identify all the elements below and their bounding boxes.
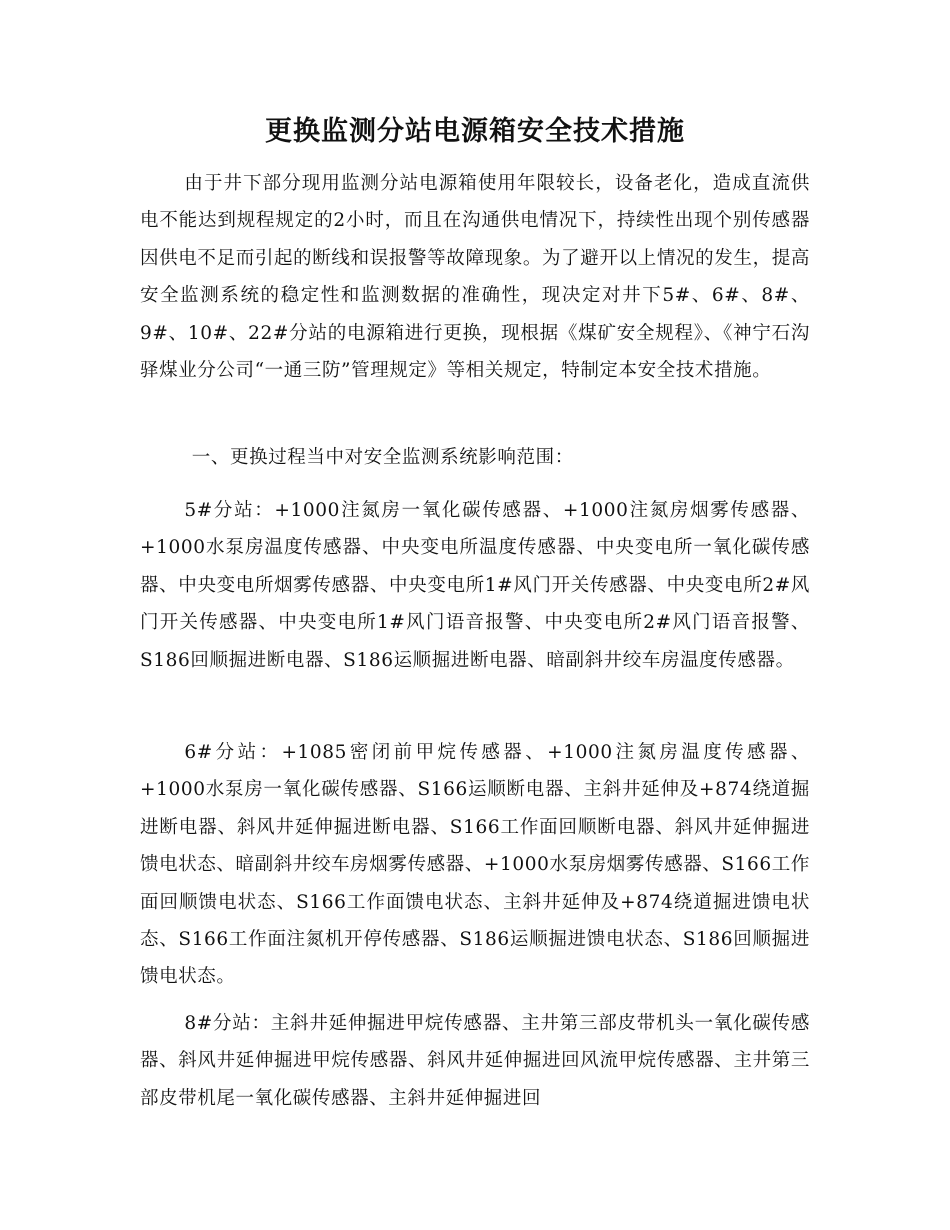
station-8-paragraph: 8#分站：主斜井延伸掘进甲烷传感器、主井第三部皮带机头一氧化碳传感器、斜风井延伸掘进甲烷传感器、斜风井延伸掘进回风流甲烷传感器、主井第三部皮带机尾一氧化碳传感器、主斜井延伸掘进回 <box>140 1013 810 1109</box>
intro-paragraph: 由于井下部分现用监测分站电源箱使用年限较长，设备老化，造成直流供电不能达到规程规定的2小时，而且在沟通供电情况下，持续性出现个别传感器因供电不足而引起的断线和误报警等故障现象。为了避开以上情况的发生，提高安全监测系统的稳定性和监测数据的准确性，现决定对井下5#、6#、8#、9#、10#、22#分站的电源箱进行更换，现根据《煤矿安全规程》、《神宁石沟驿煤业分公司“一通三防”管理规定》等相关规定，特制定本安全技术措施。 <box>140 173 810 382</box>
section-heading: 一、更换过程当中对安全监测系统影响范围： <box>191 447 574 468</box>
station-6-paragraph: 6#分站：+1085密闭前甲烷传感器、+1000注氮房温度传感器、+1000水泵房一氧化碳传感器、S166运顺断电器、主斜井延伸及+874绕道掘进断电器、斜风井延伸掘进断电器、S166工作面回顺断电器、斜风井延伸掘进馈电状态、暗副斜井绞车房烟雾传感器、+1000水泵房烟雾传感器、S166工作面回顺馈电状态、S166工作面馈电状态、主斜井延伸及+874绕道掘进馈电状态、S166工作面注氮机开停传感器、S186运顺掘进馈电状态、S186回顺掘进馈电状态。 <box>140 742 810 988</box>
document-title: 更换监测分站电源箱安全技术措施 <box>265 116 685 147</box>
station-5-paragraph: 5#分站：+1000注氮房一氧化碳传感器、+1000注氮房烟雾传感器、+1000水泵房温度传感器、中央变电所温度传感器、中央变电所一氧化碳传感器、中央变电所烟雾传感器、中央变电所1#风门开关传感器、中央变电所2#风门开关传感器、中央变电所1#风门语音报警、中央变电所2#风门语音报警、S186回顺掘进断电器、S186运顺掘进断电器、暗副斜井绞车房温度传感器。 <box>140 500 810 671</box>
